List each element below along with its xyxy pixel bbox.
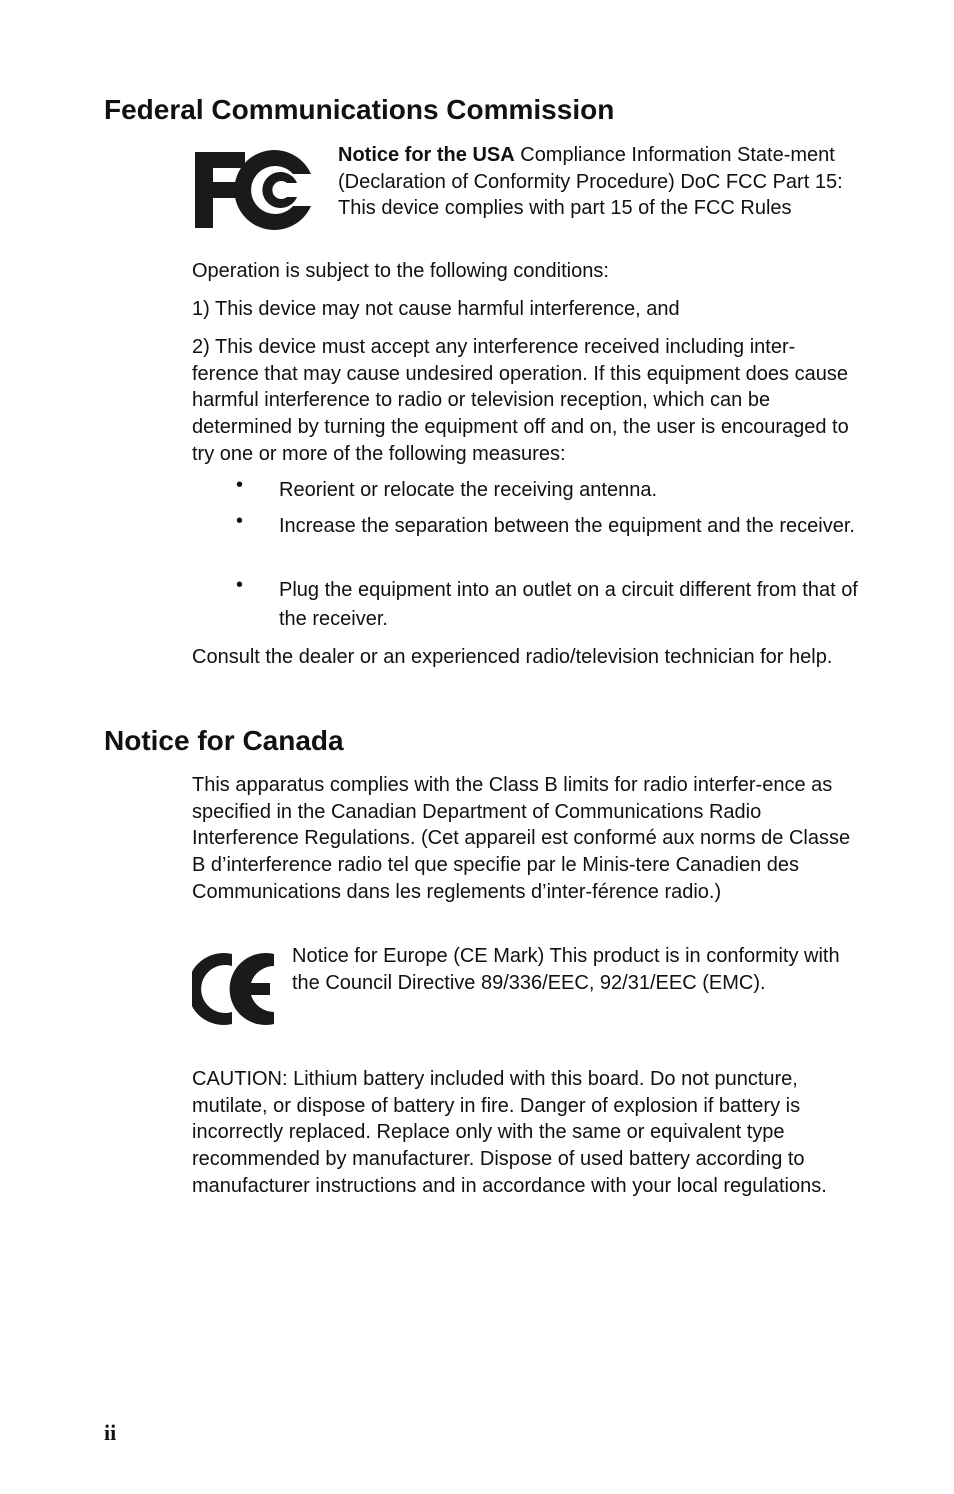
fcc-logo-icon xyxy=(193,148,317,232)
condition-1: 1) This device may not cause harmful interference, and xyxy=(192,298,680,320)
measure-text: Plug the equipment into an outlet on a circuit different from that of the receiver. xyxy=(279,579,858,630)
canada-text: This apparatus complies with the Class B limits for radio interfer-ence as specified in the Canadian Department of Communications Radio Interference Regulations. (Cet appareil est conformé aux norms de Classe B d’interference radio tel que specifie par le Minis-tere Canadien des Communications dans les reglements d’inter-férence radio.) xyxy=(192,774,851,903)
ce-mark-icon xyxy=(192,950,278,1028)
fcc-notice-lead: Notice for the USA xyxy=(338,144,515,166)
page-number: ii xyxy=(104,1420,117,1445)
condition-2: 2) This device must accept any interference received including inter-ference that may cause undesired operation. If this equipment does cause harmful interference to radio or television reception, which can be determined by turning the equipment off and on, the user is encouraged to try one or more of the following measures: xyxy=(192,336,849,465)
bullet-icon: • xyxy=(236,474,244,496)
fcc-notice-text: Compliance Information State-ment (Declaration of Conformity Procedure) DoC FCC Part 15: This device complies with part 15 of the FCC Rules xyxy=(338,144,843,220)
europe-notice: Notice for Europe (CE Mark) This product is in conformity with the Council Directive 89/336/EEC, 92/31/EEC (EMC). xyxy=(292,945,840,994)
bullet-icon: • xyxy=(236,510,244,532)
measure-text: Reorient or relocate the receiving antenna. xyxy=(279,479,658,501)
measure-text: Increase the separation between the equipment and the receiver. xyxy=(279,515,855,537)
caution-text: CAUTION: Lithium battery included with this board. Do not puncture, mutilate, or dispose of battery in fire. Danger of explosion if battery is incorrectly replaced. Replace only with the same or equivalent type recommended by manufacturer. Dispose of used battery according to manufacturer instructions and in accordance with your local regulations. xyxy=(192,1068,827,1197)
canada-heading: Notice for Canada xyxy=(104,725,344,756)
conditions-intro: Operation is subject to the following conditions: xyxy=(192,260,609,282)
fcc-heading: Federal Communications Commission xyxy=(104,94,615,125)
fcc-notice xyxy=(338,142,853,222)
bullet-icon: • xyxy=(236,574,244,596)
consult-text: Consult the dealer or an experienced radio/television technician for help. xyxy=(192,646,833,668)
